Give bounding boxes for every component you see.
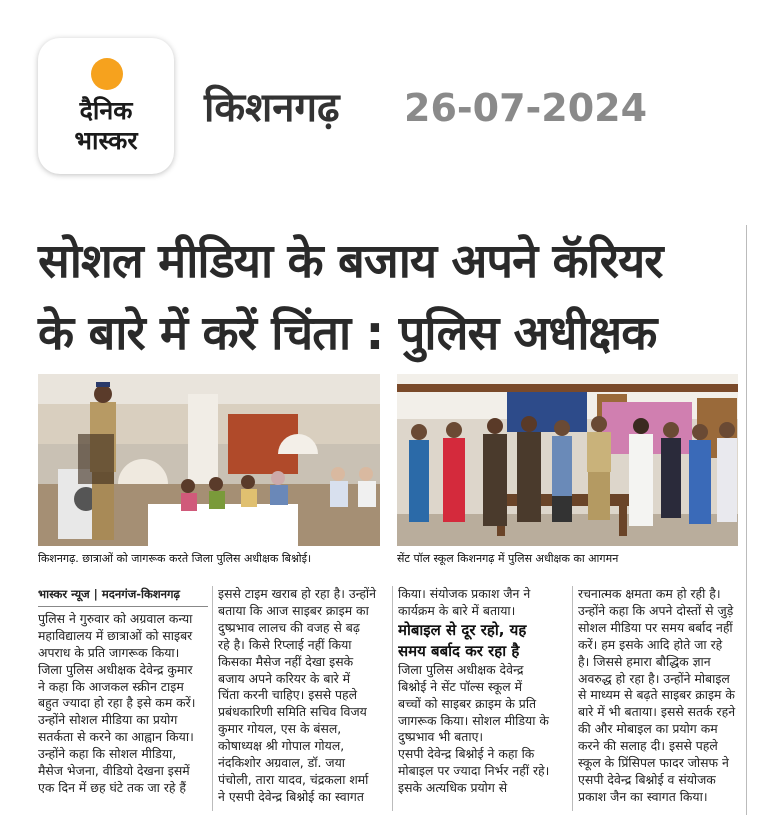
text-line: एक दिन में छह घंटे तक जा रहे हैं — [38, 779, 186, 795]
text-line: पुलिस ने गुरुवार को अग्रवाल कन्या — [38, 610, 193, 626]
text-line: बताया कि आज साइबर क्राइम का — [218, 602, 369, 618]
text-line: रहे है। किसे रिप्लाई नहीं किया — [218, 636, 352, 652]
text-line: करें। हम इसके आदि होते जा रहे — [578, 636, 723, 652]
column-divider — [212, 586, 213, 811]
text-line: प्रकाश जैन का स्वागत किया। — [578, 788, 708, 804]
logo-text-line1: दैनिक — [79, 96, 133, 125]
article-column-1 — [38, 586, 208, 797]
text-line: की और मोबाइल का प्रयोग कम — [578, 721, 718, 737]
edition-city: किशनगढ़ — [204, 85, 340, 131]
photo-caption-left: किशनगढ़. छात्राओं को जागरूक करते जिला पुलिस अधीक्षक बिश्नोई। — [38, 552, 312, 565]
text-line: बजाय अपने करियर के बारे में — [218, 670, 351, 686]
article-column-3 — [398, 586, 568, 797]
logo-text-line2: भास्कर — [74, 126, 138, 155]
photo-caption-right: सेंट पॉल स्कूल किशनगढ़ में पुलिस अधीक्षक का आगमन — [397, 552, 619, 565]
headline-line1: सोशल मीडिया के बजाय अपने कॅरियर — [38, 234, 663, 289]
hall-scene-illustration — [38, 374, 380, 546]
text-line: इसके अत्यधिक प्रयोग से — [398, 780, 508, 796]
text-line: ने एसपी देवेन्द्र बिश्नोई का स्वागत — [218, 788, 364, 804]
text-line: स्कूल के प्रिंसिपल फादर जोसफ ने — [578, 755, 729, 771]
text-line: उन्होंने सोशल मीडिया का प्रयोग — [38, 712, 178, 728]
text-line: कोषाध्यक्ष श्री गोपाल गोयल, — [218, 738, 345, 754]
dainik-bhaskar-logo — [38, 38, 174, 174]
text-line: कुमार गोयल, एस के बंसल, — [218, 721, 342, 737]
text-line: बच्चों को साइबर क्राइम के प्रति — [398, 695, 537, 711]
text-line: बारे में भी बताया। इससे सतर्क रहने — [578, 704, 736, 720]
headline-line2: के बारे में करें चिंता : पुलिस अधीक्षक — [38, 306, 657, 361]
text-line: किया। संयोजक प्रकाश जैन ने — [398, 586, 531, 601]
text-line: बिश्नोई ने सेंट पॉल्स स्कूल में — [398, 678, 523, 694]
text-line: दुष्प्रभाव भी बताए। — [398, 729, 484, 745]
page-edge-divider — [746, 225, 747, 815]
school-group-illustration — [397, 374, 738, 546]
text-line: सोशल मीडिया पर समय बर्बाद नहीं — [578, 619, 733, 635]
text-line: उन्होंने कहा कि सोशल मीडिया, — [38, 746, 177, 762]
text-line: अपराध के प्रति जागरूक किया। — [38, 644, 180, 660]
text-line: किसका मैसेज नहीं देखा इसके — [218, 653, 354, 669]
subheading-line1: मोबाइल से दूर रहो, यह — [398, 620, 527, 639]
text-line: नंदकिशोर अग्रवाल, डॉ. जया — [218, 755, 345, 771]
text-line: बहुत ज्यादा हो रहा है इसे कम करें। — [38, 695, 196, 711]
text-line: पंचोली, तारा यादव, चंद्रकला शर्मा — [218, 771, 369, 787]
article-column-2 — [218, 586, 388, 806]
column-divider — [572, 586, 573, 811]
sun-icon — [91, 58, 123, 90]
text-line: जिला पुलिस अधीक्षक देवेन्द्र — [398, 661, 524, 677]
text-line: ने कहा कि आजकल स्क्रीन टाइम — [38, 678, 184, 694]
text-line: से माध्यम से बढ़ते साइबर क्राइम के — [578, 687, 735, 703]
text-line: उन्होंने कहा कि अपने दोस्तों से जुड़े — [578, 602, 734, 618]
text-line: अवरुद्ध हो रहा है। उन्होंने मोबाइल — [578, 670, 730, 686]
column-divider — [392, 586, 393, 811]
article-column-4 — [578, 586, 746, 806]
text-line: चिंता करनी चाहिए। इससे पहले — [218, 687, 358, 703]
text-line: एसपी देवेन्द्र बिश्नोई व संयोजक — [578, 771, 716, 787]
edition-date: 26-07-2024 — [404, 86, 648, 130]
text-line: महाविद्यालय में छात्राओं को साइबर — [38, 627, 193, 643]
text-line: जागरूक किया। सोशल मीडिया के — [398, 712, 549, 728]
text-line: सतर्कता से करने का आह्वान किया। — [38, 729, 194, 745]
text-line: कार्यक्रम के बारे में बताया। — [398, 602, 516, 618]
text-line: प्रबंधकारिणी समिति सचिव विजय — [218, 704, 367, 720]
subheading-line2: समय बर्बाद कर रहा है — [398, 641, 520, 660]
text-line: मैसेज भेजना, वीडियो देखना इसमें — [38, 763, 190, 779]
text-line: जिला पुलिस अधीक्षक देवेन्द्र कुमार — [38, 661, 193, 677]
text-line: इससे टाइम खराब हो रहा है। उन्होंने — [218, 586, 376, 601]
photo-st-paul-school-visit — [397, 374, 738, 546]
text-line: मोबाइल पर ज्यादा निर्भर नहीं रहे। — [398, 763, 550, 779]
text-line: एसपी देवेन्द्र बिश्नोई ने कहा कि — [398, 746, 535, 762]
text-line: है। जिससे हमारा बौद्धिक ज्ञान — [578, 653, 711, 669]
text-line: करने की सलाह दी। इससे पहले — [578, 738, 718, 754]
text-line: रचनात्मक क्षमता कम हो रही है। — [578, 586, 721, 601]
text-line: दुष्प्रभाव लालच की वजह से बढ़ — [218, 619, 360, 635]
photo-sp-addressing-students — [38, 374, 380, 546]
byline: भास्कर न्यूज | मदनगंज-किशनगढ़ — [38, 586, 208, 607]
